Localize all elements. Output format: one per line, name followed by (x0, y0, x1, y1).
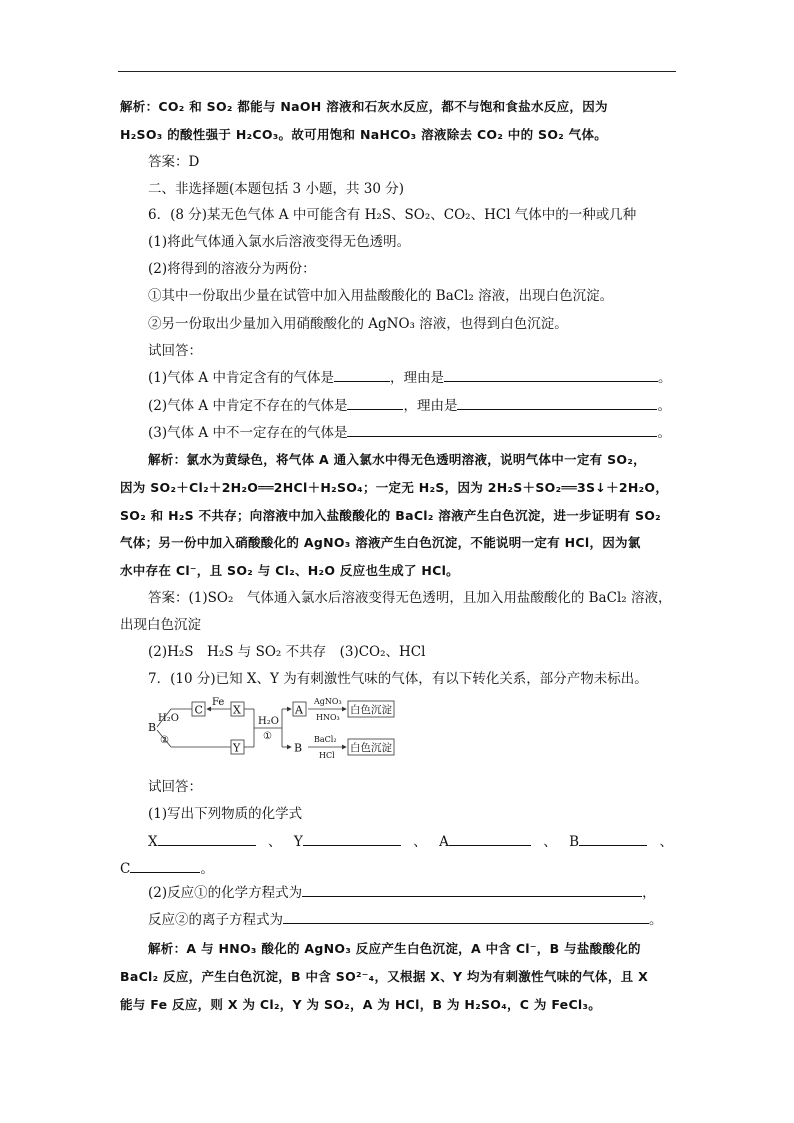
q7-s2-end: ， (642, 885, 656, 901)
q7-b-field (569, 833, 647, 851)
section-title: 二、非选择题(本题包括 3 小题，共 30 分) (148, 181, 404, 197)
label-reaction-2: ② (160, 735, 169, 746)
q7-s3-prefix: 反应②的离子方程式为 (148, 912, 283, 928)
q7-s3-end: 。 (649, 912, 663, 928)
label-reaction-1: ① (263, 731, 272, 742)
q6-answer-line3: (2)H₂S H₂S 与 SO₂ 不共存 (3)CO₂、HCl (148, 644, 426, 660)
q6-q1-blank-gas[interactable] (334, 369, 390, 382)
label-h2o-left: H₂O (158, 713, 179, 724)
q7-a-label: A (439, 834, 449, 850)
q7-s2-blank[interactable] (302, 884, 642, 897)
q6-q1-end: 。 (657, 370, 672, 386)
q6-question-2 (148, 397, 708, 415)
q6-solution-line4: 气体；另一份中加入硝酸酸化的 AgNO₃ 溶液产生白色沉淀，不能说明一定有 HCl，因为氯 (120, 535, 641, 550)
node-B-right: B (294, 741, 303, 755)
q7-x-field (148, 833, 256, 851)
q7-c-blank[interactable] (130, 860, 200, 873)
q7-statement-2 (148, 884, 708, 902)
label-h2o-mid: H₂O (258, 716, 279, 727)
q6-q1-prefix: (1)气体 A 中肯定含有的气体是 (148, 370, 334, 386)
q7-ask: 试回答： (148, 779, 202, 795)
q6-q2-prefix: (2)气体 A 中肯定不存在的气体是 (148, 398, 348, 414)
label-hcl: HCl (319, 751, 335, 760)
q6-q2-blank-reason[interactable] (457, 397, 657, 410)
q7-y-field (294, 833, 401, 851)
q7-sep-4: 、 (659, 834, 673, 850)
label-bacl2: BaCl₂ (314, 735, 337, 744)
q6-question-1 (148, 369, 708, 387)
q7-statement-1: (1)写出下列物质的化学式 (148, 806, 303, 822)
q6-q2-blank-gas[interactable] (347, 397, 403, 410)
node-A: A (295, 703, 303, 717)
label-hno3: HNO₃ (316, 713, 340, 722)
q6-q3-blank[interactable] (347, 424, 657, 437)
q7-c-field (120, 860, 680, 878)
q7-sep-1: 、 (268, 834, 282, 850)
q7-b-blank[interactable] (579, 833, 647, 846)
q7-b-label: B (569, 834, 580, 850)
prev-solution-line2: H₂SO₃ 的酸性强于 H₂CO₃。故可用饱和 NaHCO₃ 溶液除去 CO₂ 中的 SO₂ 气体。 (120, 127, 608, 142)
q6-q1-mid: ，理由是 (389, 370, 444, 386)
q6-solution-line3: SO₂ 和 H₂S 不共存；向溶液中加入盐酸酸化的 BaCl₂ 溶液产生白色沉淀，进一步证明有 SO₂ (120, 508, 661, 523)
q6-q1-blank-reason[interactable] (444, 369, 658, 382)
q7-solution-line1: 解析：A 与 HNO₃ 酸化的 AgNO₃ 反应产生白色沉淀，A 中含 Cl⁻，B 与盐酸酸化的 (148, 941, 641, 956)
precipitate-2: 白色沉淀 (350, 742, 392, 754)
q6-solution-line1: 解析：氯水为黄绿色，将气体 A 通入氯水中得无色透明溶液，说明气体中一定有 SO₂， (148, 452, 646, 467)
q6-q2-mid: ，理由是 (403, 398, 458, 414)
label-agno3: AgNO₃ (314, 697, 342, 706)
q6-question-3 (148, 424, 708, 442)
q7-solution-line3: 能与 Fe 反应，则 X 为 Cl₂，Y 为 SO₂，A 为 HCl，B 为 H₂SO₄，C 为 FeCl₃。 (120, 997, 602, 1012)
q6-q3-prefix: (3)气体 A 中不一定存在的气体是 (148, 425, 348, 441)
q6-answer-line1: 答案：(1)SO₂ 气体通入氯水后溶液变得无色透明，且加入用盐酸酸化的 BaCl₂ 溶液， (148, 590, 672, 606)
q6-stem: 6．(8 分)某无色气体 A 中可能含有 H₂S、SO₂、CO₂、HCl 气体中的一种或几种 (148, 207, 637, 223)
prev-answer: 答案：D (148, 154, 200, 170)
q7-y-label: Y (293, 834, 303, 850)
q7-sep-3: 、 (543, 834, 557, 850)
q7-statement-3 (148, 911, 708, 929)
q6-statement-2: (2)将得到的溶液分为两份： (148, 261, 316, 277)
precipitate-1: 白色沉淀 (350, 704, 392, 716)
q7-y-blank[interactable] (303, 833, 401, 846)
node-C: C (194, 703, 203, 717)
q7-s3-blank[interactable] (283, 911, 649, 924)
q7-c-label: C (120, 861, 131, 877)
q7-formula-row (148, 833, 673, 851)
header-rule (118, 71, 676, 72)
q7-s2-prefix: (2)反应①的化学方程式为 (148, 885, 303, 901)
q7-a-blank[interactable] (449, 833, 531, 846)
node-X: X (233, 703, 241, 717)
q6-ask: 试回答： (148, 343, 202, 359)
q6-answer-line2: 出现白色沉淀 (120, 617, 201, 633)
q7-a-field (439, 833, 531, 851)
prev-solution-line1: 解析：CO₂ 和 SO₂ 都能与 NaOH 溶液和石灰水反应，都不与饱和食盐水反应，因为 (120, 99, 608, 114)
q6-q3-end: 。 (657, 425, 671, 441)
node-B-left: B (148, 721, 157, 734)
label-fe: Fe (212, 697, 225, 708)
q7-sep-2: 、 (413, 834, 427, 850)
q7-x-label: X (148, 834, 158, 850)
node-Y: Y (233, 741, 241, 755)
q6-solution-line2: 因为 SO₂＋Cl₂＋2H₂O══2HCl＋H₂SO₄；一定无 H₂S，因为 2H₂S＋SO₂══3S↓＋2H₂O， (120, 480, 669, 495)
q6-q2-end: 。 (657, 398, 671, 414)
q6-statement-2b: ②另一份取出少量加入用硝酸酸化的 AgNO₃ 溶液，也得到白色沉淀。 (148, 316, 568, 332)
q6-statement-1: (1)将此气体通入氯水后溶液变得无色透明。 (148, 234, 411, 250)
q7-stem: 7．(10 分)已知 X、Y 为有刺激性气味的气体，有以下转化关系，部分产物未标出。 (148, 671, 648, 687)
q6-solution-line5: 水中存在 Cl⁻，且 SO₂ 与 Cl₂、H₂O 反应也生成了 HCl。 (120, 563, 459, 578)
q6-statement-2a: ①其中一份取出少量在试管中加入用盐酸酸化的 BaCl₂ 溶液，出现白色沉淀。 (148, 288, 614, 304)
q7-conversion-diagram (146, 694, 396, 764)
q7-x-blank[interactable] (158, 833, 256, 846)
q7-c-end: 。 (200, 861, 214, 877)
q7-solution-line2: BaCl₂ 反应，产生白色沉淀，B 中含 SO²⁻₄，又根据 X、Y 均为有刺激性气味的气体，且 X (120, 969, 649, 984)
